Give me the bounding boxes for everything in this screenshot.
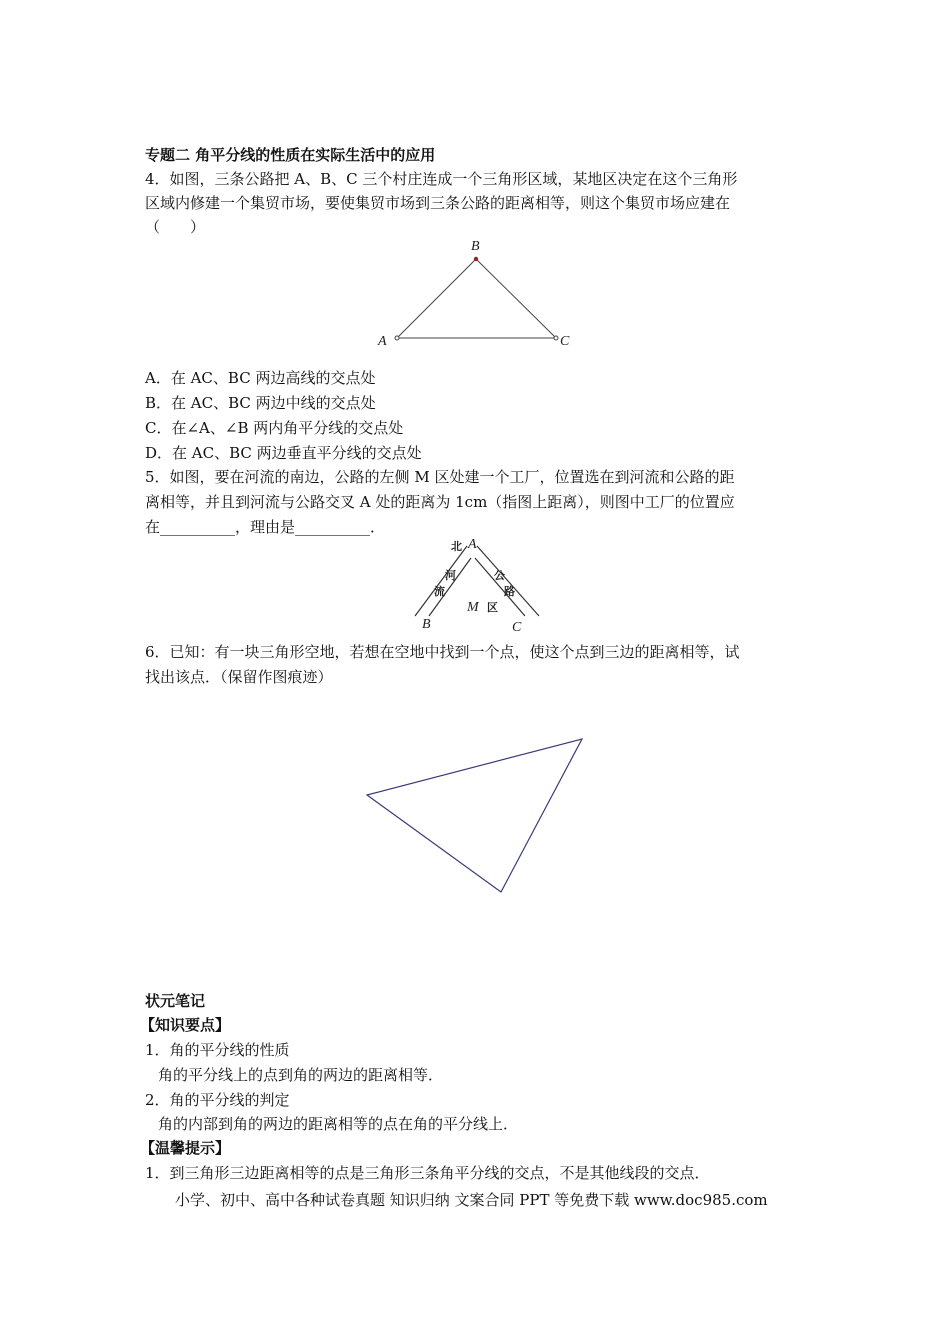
- notes-title: 状元笔记: [145, 992, 206, 1010]
- q6-triangle-figure: [355, 730, 595, 900]
- section-title: 专题二 角平分线的性质在实际生活中的应用: [145, 146, 436, 164]
- q6-line2: 找出该点．（保留作图痕迹）: [145, 668, 333, 686]
- q5-line2: 离相等，并且到河流与公路交叉 A 处的距离为 1cm（指图上距离），则图中工厂的位置应: [145, 493, 735, 511]
- q5-label-a: A: [468, 537, 477, 552]
- q5-label-b: B: [422, 617, 431, 632]
- q5-line3: 在__________，理由是__________．: [145, 518, 386, 536]
- q4-line3: （ ）: [145, 218, 206, 236]
- q4-line1: 4．如图，三条公路把 A、B、C 三个村庄连成一个三角形区域，某地区决定在这个三角形: [145, 170, 738, 188]
- q4-line2: 区域内修建一个集贸市场，要使集贸市场到三条公路的距离相等，则这个集贸市场应建在: [145, 194, 731, 212]
- q4-label-a: A: [378, 334, 387, 349]
- q5-label-river1: 河: [445, 569, 456, 582]
- q4-vertex-c: [554, 336, 558, 340]
- q5-river-road-figure: [405, 532, 550, 637]
- q4-vertex-b: [474, 257, 478, 261]
- q5-label-road2: 路: [504, 585, 515, 598]
- q4-label-c: C: [560, 334, 570, 349]
- kp1-body: 角的平分线上的点到角的两边的距离相等．: [158, 1066, 444, 1084]
- tip1: 1．到三角形三边距离相等的点是三角形三条角平分线的交点，不是其他线段的交点．: [145, 1164, 710, 1182]
- kp1-title: 1．角的平分线的性质: [145, 1041, 290, 1059]
- q5-river-bank-outer: [415, 546, 467, 616]
- q4-side-bc: [476, 259, 556, 338]
- q5-label-zone: 区: [487, 601, 498, 614]
- q5-road-edge-inner: [475, 558, 525, 616]
- q4-vertex-a: [395, 336, 399, 340]
- q5-label-north: 北: [451, 540, 462, 553]
- q4-option-a: A．在 AC、BC 两边高线的交点处: [145, 369, 376, 387]
- kp2-body: 角的内部到角的两边的距离相等的点在角的平分线上．: [158, 1115, 519, 1133]
- tips-header: 【温馨提示】: [140, 1139, 231, 1157]
- kp2-title: 2．角的平分线的判定: [145, 1091, 290, 1109]
- q6-triangle: [367, 739, 582, 892]
- q5-label-m: M: [467, 600, 479, 615]
- q4-triangle-figure: [370, 232, 580, 352]
- footer: 小学、初中、高中各种试卷真题 知识归纳 文案合同 PPT 等免费下载 www.doc985.com: [175, 1191, 768, 1209]
- q5-label-river2: 流: [434, 585, 445, 598]
- q6-line1: 6．已知：有一块三角形空地，若想在空地中找到一个点，使这个点到三边的距离相等，试: [145, 643, 740, 661]
- key-points-header: 【知识要点】: [140, 1016, 231, 1034]
- q4-option-c: C．在∠A、∠B 两内角平分线的交点处: [145, 419, 404, 437]
- q4-option-b: B．在 AC、BC 两边中线的交点处: [145, 394, 376, 412]
- q5-label-c: C: [512, 620, 522, 635]
- q4-option-d: D．在 AC、BC 两边垂直平分线的交点处: [145, 444, 422, 462]
- q5-line1: 5．如图，要在河流的南边，公路的左侧 M 区处建一个工厂，位置选在到河流和公路的距: [145, 468, 735, 486]
- q4-side-ab: [397, 259, 476, 338]
- q4-label-b: B: [471, 239, 480, 254]
- q5-label-road1: 公: [494, 569, 505, 582]
